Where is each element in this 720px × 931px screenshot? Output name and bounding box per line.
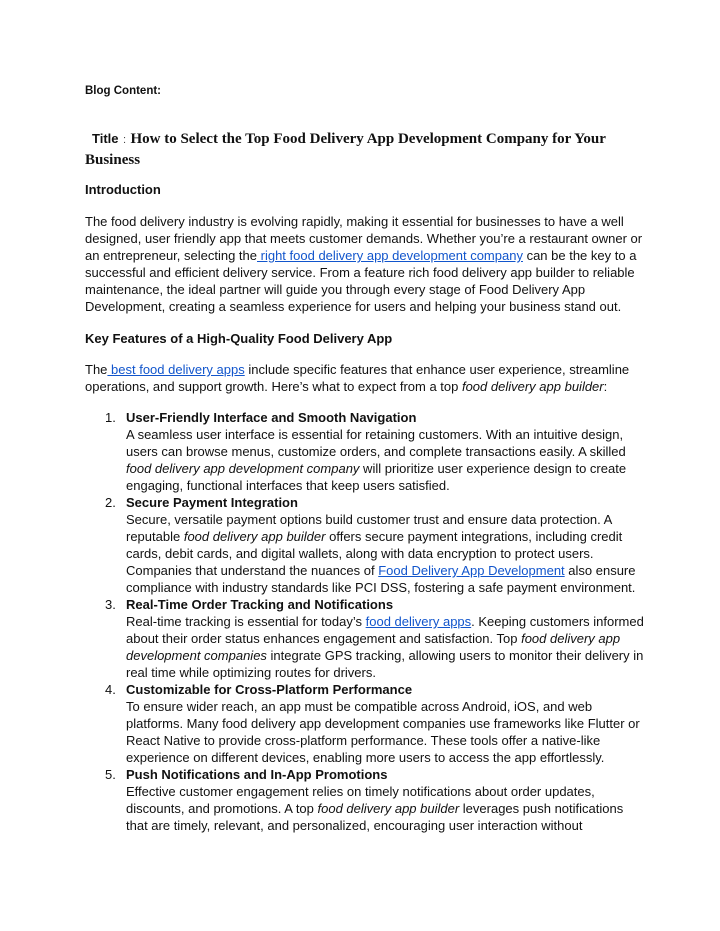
- item-text: integrate GPS tracking, allowing users to monitor their delivery in real time while optimizing routes for drivers.: [126, 648, 644, 680]
- title-label: Title: [92, 131, 119, 146]
- item-title: Secure Payment Integration: [126, 495, 298, 510]
- blog-label: Blog Content:: [85, 85, 162, 97]
- intro-text-2: can be the key to a successful and efficient delivery service. From a feature rich food delivery app builder to reliable maintenance, the ideal partner will guide you through every stage of Food Delivery App Development, creating a seamless experience for users and helping your business stand out.: [85, 248, 637, 314]
- item-title: Customizable for Cross-Platform Performance: [126, 682, 413, 697]
- item-text: . Keeping customers informed about their order status enhances engagement and satisfaction. Top: [126, 614, 644, 646]
- features-intro-italic: food delivery app builder: [461, 379, 604, 394]
- list-number: 3.: [105, 597, 116, 612]
- list-item: [85, 596, 645, 681]
- item-body: To ensure wider reach, an app must be compatible across Android, iOS, and web platforms. Many food delivery app development companies use frameworks like Flutter or React Native to provide cross-platform performance. These tools offer a native-like experience on different devices, enabling more users to access the app effortlessly.: [126, 699, 640, 765]
- item-text: Effective customer engagement relies on timely notifications about order updates, discounts, and promotions. A top: [126, 784, 595, 816]
- features-list: [85, 409, 645, 834]
- list-number: 5.: [105, 767, 116, 782]
- item-text: A seamless user interface is essential for retaining customers. With an intuitive design, users can browse menus, customize orders, and complete transactions easily. A skilled: [126, 427, 626, 459]
- intro-heading: Introduction: [85, 182, 161, 197]
- list-number: 4.: [105, 682, 116, 697]
- features-intro-1: The: [85, 362, 108, 377]
- features-heading: Key Features of a High-Quality Food Delivery App: [85, 331, 393, 346]
- list-item: [85, 494, 645, 596]
- item-italic: food delivery app development companies: [126, 631, 621, 663]
- item-title: Real-Time Order Tracking and Notifications: [126, 597, 394, 612]
- item-body: [126, 613, 645, 681]
- best-apps-link[interactable]: best food delivery apps: [107, 362, 245, 377]
- intro-text-1: The food delivery industry is evolving rapidly, making it essential for businesses to have a well designed, user friendly app that meets customer demands. Whether you’re a restaurant owner or an entrepreneur, selecting the: [85, 214, 643, 263]
- features-intro-end: :: [603, 379, 608, 394]
- list-item: [85, 766, 645, 834]
- intro-paragraph: [85, 213, 645, 315]
- item-text: Real-time tracking is essential for today’s: [126, 614, 366, 629]
- document-title: [85, 129, 645, 170]
- features-intro: [85, 361, 645, 395]
- title-text: How to Select the Top Food Delivery App Development Company for Your Business: [85, 131, 606, 168]
- title-colon: :: [122, 134, 127, 146]
- item-title: Push Notifications and In-App Promotions: [126, 767, 388, 782]
- list-item: [85, 681, 645, 766]
- features-intro-2: include specific features that enhance user experience, streamline operations, and support growth. Here’s what to expect from a top: [85, 362, 630, 394]
- item-body: [126, 426, 645, 494]
- item-text: leverages push notifications that are timely, relevant, and personalized, encouraging user interaction without: [126, 801, 624, 833]
- item-body: [126, 783, 645, 834]
- list-number: 1.: [105, 410, 116, 425]
- item-italic: food delivery app builder: [317, 801, 460, 816]
- item-text: also ensure compliance with industry standards like PCI DSS, fostering a safe payment environment.: [126, 563, 636, 595]
- item-text: Secure, versatile payment options build customer trust and ensure data protection. A reputable: [126, 512, 612, 544]
- item-text: will prioritize user experience design to create engaging, functional interfaces that keep users satisfied.: [126, 461, 627, 493]
- item-title: User-Friendly Interface and Smooth Navigation: [126, 410, 417, 425]
- list-number: 2.: [105, 495, 116, 510]
- development-link[interactable]: Food Delivery App Development: [378, 563, 565, 578]
- item-body: [126, 511, 645, 596]
- delivery-apps-link[interactable]: food delivery apps: [365, 614, 472, 629]
- item-text: offers secure payment integrations, including credit cards, debit cards, and digital wallets, along with data encryption to protect users. Companies that understand the nuances of: [126, 529, 623, 578]
- item-italic: food delivery app builder: [183, 529, 326, 544]
- list-item: [85, 409, 645, 494]
- company-link[interactable]: right food delivery app development company: [257, 248, 523, 263]
- item-italic: food delivery app development company: [126, 461, 360, 476]
